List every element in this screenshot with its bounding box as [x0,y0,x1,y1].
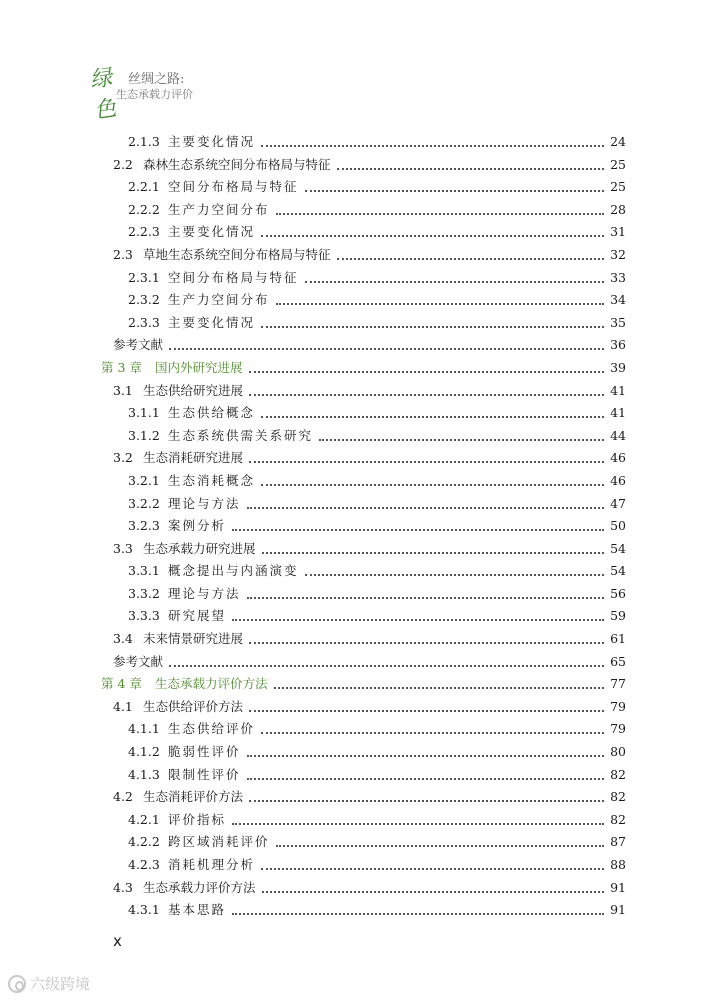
toc-page-number: 79 [610,721,626,737]
toc-page-number: 36 [610,337,626,353]
toc-dot-leader [337,258,604,260]
toc-title: 评价指标 [168,811,227,827]
toc-dot-leader [261,732,604,734]
toc-page-number: 82 [610,789,626,805]
toc-dot-leader [249,710,604,712]
toc-dot-leader [249,371,604,373]
toc-row[interactable] [0,718,725,741]
toc-row[interactable] [0,402,725,425]
toc-dot-leader [249,800,604,802]
toc-title: 理论与方法 [168,495,241,511]
toc-row[interactable] [0,154,725,177]
toc-number: 2.3.3 [128,314,160,330]
toc-number: 3.2.1 [128,472,160,488]
toc-row[interactable] [0,447,725,470]
toc-title: 生态消耗概念 [168,472,256,488]
toc-number: 4.3 [113,879,133,895]
toc-dot-leader [247,597,604,599]
toc-row[interactable] [0,380,725,403]
series-subtitle: 生态承载力评价 [116,88,193,101]
toc-page-number: 82 [610,811,626,827]
toc-page-number: 77 [610,676,626,692]
toc-page-number: 46 [610,472,626,488]
toc-row[interactable] [0,221,725,244]
toc-title: 草地生态系统空间分布格局与特征 [143,246,331,262]
toc-row[interactable] [0,538,725,561]
toc-title: 跨区域消耗评价 [168,834,270,850]
toc-dot-leader [169,348,604,350]
toc-page-number: 34 [610,292,626,308]
toc-dot-leader [274,687,604,689]
toc-page-number: 79 [610,698,626,714]
series-title: 丝绸之路: [128,72,185,87]
toc-number: 第 4 章 [101,676,142,692]
toc-dot-leader [305,190,604,192]
toc-row[interactable] [0,425,725,448]
toc-number: 3.1.1 [128,405,160,421]
toc-page-number: 31 [610,224,626,240]
toc-number: 3.2.3 [128,518,160,534]
toc-row[interactable] [0,696,725,719]
toc-dot-leader [247,755,604,757]
toc-title: 生产力空间分布 [168,292,270,308]
toc-title: 主要变化情况 [168,134,256,149]
toc-number: 4.2.2 [128,834,160,850]
toc-number: 第 3 章 [101,359,142,375]
toc-dot-leader [232,823,604,825]
toc-title: 生态供给研究进展 [143,382,244,398]
toc-row[interactable] [0,131,725,154]
toc-number: 4.2.3 [128,857,160,872]
toc-dot-leader [249,461,604,463]
toc-page-number: 50 [610,518,626,534]
toc-page-number: 25 [610,179,626,195]
toc-row[interactable] [0,583,725,606]
toc-title: 基本思路 [168,902,227,918]
toc-dot-leader [247,778,604,780]
toc-dot-leader [262,552,604,554]
toc-number: 3.1 [113,382,133,398]
toc-page-number: 65 [610,653,626,669]
toc-title: 参考文献 [113,653,164,669]
toc-number: 4.1.3 [128,766,160,782]
toc-title: 生态供给评价方法 [143,698,244,714]
toc-dot-leader [305,574,604,576]
toc-title: 生态承载力评价方法 [143,879,256,895]
toc-row[interactable] [0,267,725,290]
toc-number: 4.1.2 [128,744,160,760]
toc-page-number: 80 [610,744,626,760]
toc-page-number: 54 [610,563,626,579]
toc-number: 2.2.3 [128,224,160,240]
watermark-logo-icon [8,975,26,993]
toc-page-number: 35 [610,314,626,330]
toc-dot-leader [262,891,604,893]
toc-dot-leader [276,303,604,305]
toc-title: 消耗机理分析 [168,857,256,872]
toc-number: 3.3.1 [128,563,160,579]
toc-page-number: 91 [610,902,626,918]
toc-title: 参考文献 [113,337,164,353]
toc-title: 空间分布格局与特征 [168,269,299,285]
toc-row[interactable] [0,334,725,357]
toc-dot-leader [276,213,604,215]
toc-dot-leader [261,145,604,147]
watermark-text: 六级跨境 [30,975,91,993]
toc-row[interactable] [0,289,725,312]
toc-page-number: 44 [610,427,626,443]
toc-number: 3.2.2 [128,495,160,511]
toc-dot-leader [261,416,604,418]
toc-dot-leader [261,326,604,328]
toc-row[interactable] [0,605,725,628]
toc-number: 3.3 [113,540,133,556]
toc-number: 2.3.2 [128,292,160,308]
toc-dot-leader [249,642,604,644]
toc-row[interactable] [0,244,725,267]
toc-title: 生态供给评价 [168,721,256,737]
toc-row[interactable] [0,831,725,854]
toc-row[interactable] [0,809,725,832]
page-number: x [113,932,122,950]
toc-title: 概念提出与内涵演变 [168,563,299,579]
toc-dot-leader [261,484,604,486]
toc-title: 案例分析 [168,518,227,534]
toc-row[interactable] [0,651,725,674]
toc-title: 空间分布格局与特征 [168,179,299,195]
toc-title: 生态消耗研究进展 [143,450,244,466]
toc-number: 2.3.1 [128,269,160,285]
toc-dot-leader [169,665,604,667]
toc-title: 主要变化情况 [168,224,256,240]
toc-dot-leader [232,913,604,915]
toc-dot-leader [276,845,604,847]
toc-row[interactable] [0,199,725,222]
toc-title: 限制性评价 [168,766,241,782]
toc-title: 研究展望 [168,608,227,624]
toc-title: 国内外研究进展 [155,359,243,375]
toc-row[interactable] [0,493,725,516]
watermark [8,973,90,994]
toc-number: 2.2.1 [128,179,160,195]
toc-row[interactable] [0,877,725,900]
toc-row[interactable] [0,786,725,809]
toc-dot-leader [319,439,604,441]
toc-row[interactable] [0,560,725,583]
toc-dot-leader [247,507,604,509]
toc-row[interactable] [0,741,725,764]
toc-page-number: 46 [610,450,626,466]
toc-chapter-row[interactable] [0,673,725,696]
toc-row[interactable] [0,899,725,922]
toc-chapter-row[interactable] [0,357,725,380]
toc-title: 脆弱性评价 [168,744,241,760]
toc-title: 生态供给概念 [168,405,256,421]
toc-title: 生态消耗评价方法 [143,789,244,805]
toc-number: 4.2.1 [128,811,160,827]
toc-number: 4.2 [113,789,133,805]
toc-number: 4.1.1 [128,721,160,737]
toc-dot-leader [249,394,604,396]
toc-title: 主要变化情况 [168,314,256,330]
table-of-contents [0,131,725,922]
toc-dot-leader [261,235,604,237]
toc-page-number: 25 [610,156,626,172]
toc-page-number: 47 [610,495,626,511]
toc-number: 4.3.1 [128,902,160,918]
toc-row[interactable] [0,176,725,199]
toc-title: 理论与方法 [168,585,241,601]
toc-page-number: 33 [610,269,626,285]
toc-number: 3.4 [113,631,133,647]
toc-number: 2.3 [113,246,133,262]
toc-page-number: 91 [610,879,626,895]
toc-title: 森林生态系统空间分布格局与特征 [143,156,331,172]
toc-page-number: 56 [610,585,626,601]
toc-dot-leader [337,168,604,170]
toc-number: 3.3.3 [128,608,160,624]
toc-number: 3.1.2 [128,427,160,443]
toc-dot-leader [232,619,604,621]
toc-row[interactable] [0,515,725,538]
toc-page-number: 61 [610,631,626,647]
toc-page-number: 24 [610,134,626,149]
toc-title: 生态系统供需关系研究 [168,427,314,443]
toc-row[interactable] [0,470,725,493]
toc-dot-leader [305,281,604,283]
series-logo: 绿色 [88,65,115,124]
toc-page-number: 59 [610,608,626,624]
toc-title: 生态承载力评价方法 [155,676,268,692]
toc-page-number: 32 [610,246,626,262]
toc-page-number: 39 [610,359,626,375]
toc-page-number: 41 [610,405,626,421]
toc-row[interactable] [0,764,725,787]
toc-number: 3.3.2 [128,585,160,601]
toc-page-number: 28 [610,201,626,217]
toc-page-number: 88 [610,857,626,872]
toc-page-number: 54 [610,540,626,556]
toc-number: 4.1 [113,698,133,714]
toc-dot-leader [261,868,604,870]
toc-number: 3.2 [113,450,133,466]
toc-title: 生产力空间分布 [168,201,270,217]
toc-title: 生态承载力研究进展 [143,540,256,556]
toc-number: 2.2.2 [128,201,160,217]
toc-row[interactable] [0,854,725,877]
toc-row[interactable] [0,312,725,335]
toc-row[interactable] [0,628,725,651]
toc-page-number: 82 [610,766,626,782]
toc-page-number: 41 [610,382,626,398]
toc-page-number: 87 [610,834,626,850]
toc-title: 未来情景研究进展 [143,631,244,647]
toc-number: 2.1.3 [128,134,160,149]
toc-number: 2.2 [113,156,133,172]
toc-dot-leader [232,529,604,531]
